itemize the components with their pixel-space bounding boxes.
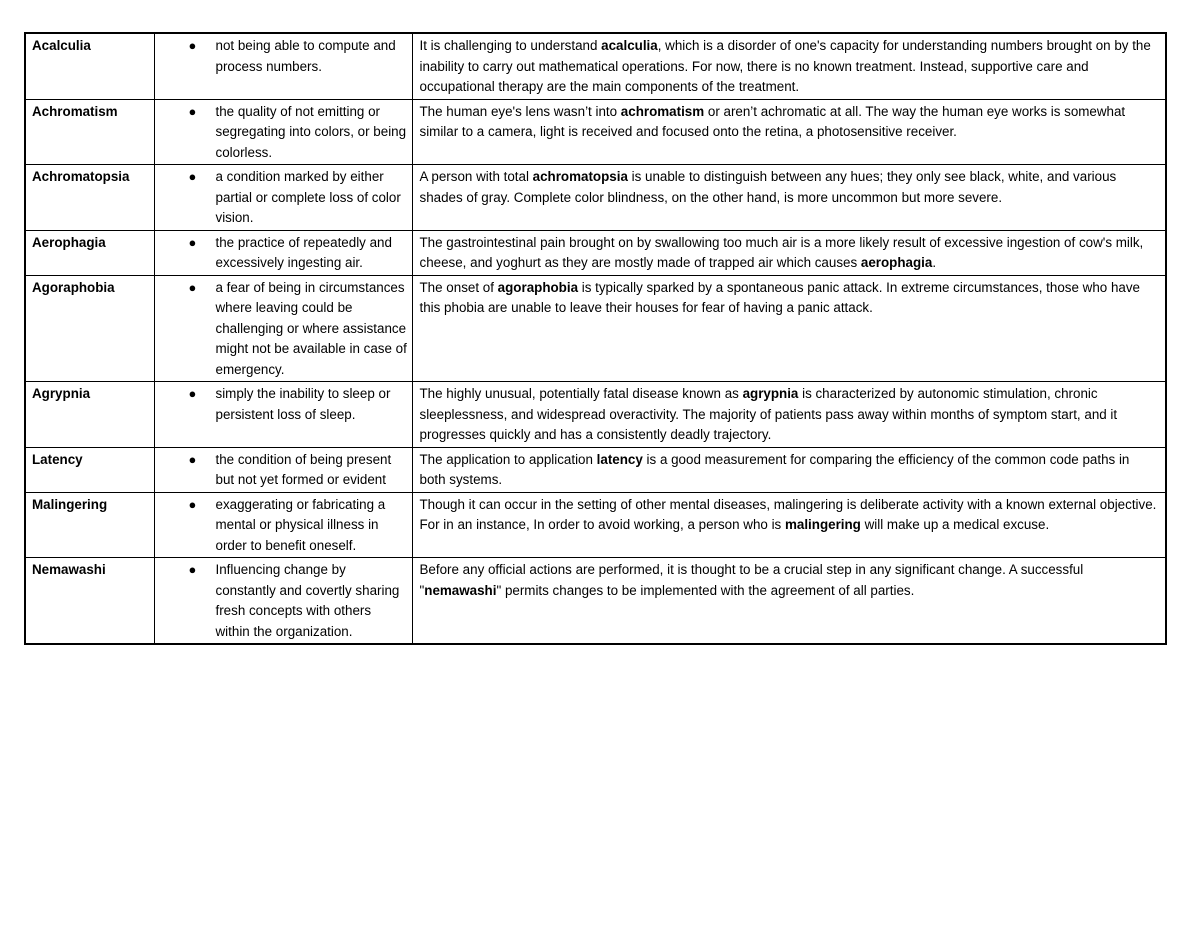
bullet-icon: ● (188, 496, 197, 512)
table-row (25, 382, 1166, 448)
highlighted-term: nemawashi (424, 582, 497, 598)
term-cell: Agrypnia (25, 382, 154, 448)
example-text: is characterized by autonomic stimulation, chronic sleeplessness, and widespread overactivity. The majority of patients pass away within months of symptom start, and it progresses quickly and has a consistently deadly trajectory. (419, 386, 1118, 442)
example-cell (412, 230, 1166, 275)
example-cell (412, 99, 1166, 165)
definition-text: not being able to compute and process numbers. (215, 38, 396, 74)
bullet-icon: ● (188, 103, 197, 119)
example-cell (412, 275, 1166, 382)
definition-cell (154, 230, 412, 275)
definition-cell (154, 33, 412, 99)
example-text: " permits changes to be implemented with the agreement of all parties. (496, 582, 915, 598)
definition-cell (154, 99, 412, 165)
highlighted-term: agrypnia (742, 386, 799, 401)
example-text: is unable to distinguish between any hues; they only see black, white, and various shades of gray. Complete color blindness, on the other hand, is more uncommon but more severe. (419, 169, 1117, 205)
definition-text: the condition of being present but not yet formed or evident (215, 451, 392, 487)
definition-text: a condition marked by either partial or complete loss of color vision. (215, 169, 401, 225)
term-cell: Agoraphobia (25, 275, 154, 382)
example-cell (412, 492, 1166, 558)
definition-cell (154, 165, 412, 231)
table-row (25, 230, 1166, 275)
table-row (25, 165, 1166, 231)
highlighted-term: malingering (784, 517, 861, 532)
table-row (25, 447, 1166, 492)
term-cell: Nemawashi (25, 558, 154, 645)
bullet-icon: ● (188, 562, 197, 577)
definition-text: the practice of repeatedly and excessively ingesting air. (215, 234, 392, 270)
definition-cell (154, 492, 412, 558)
term-cell: Malingering (25, 492, 154, 558)
vocabulary-table (24, 32, 1167, 645)
example-cell (412, 382, 1166, 448)
bullet-icon: ● (188, 451, 197, 467)
vocabulary-table-body (25, 33, 1166, 644)
table-row (25, 33, 1166, 99)
highlighted-term: agoraphobia (497, 279, 579, 295)
example-text: is a good measurement for comparing the efficiency of the common code paths in both systems. (419, 451, 1130, 487)
example-text: is typically sparked by a spontaneous panic attack. In extreme circumstances, those who have this phobia are unable to leave their houses for fear of having a panic attack. (419, 279, 1140, 315)
table-row (25, 558, 1166, 645)
term-cell: Achromatism (25, 99, 154, 165)
definition-text: simply the inability to sleep or persistent loss of sleep. (215, 386, 391, 422)
term-cell: Acalculia (25, 33, 154, 99)
definition-text: Influencing change by constantly and covertly sharing fresh concepts with others within the organization. (215, 562, 400, 639)
definition-cell (154, 447, 412, 492)
example-cell (412, 33, 1166, 99)
highlighted-term: achromatopsia (532, 169, 628, 184)
example-cell (412, 447, 1166, 492)
example-text: , which is a disorder of one's capacity for understanding numbers brought on by the inability to carry out mathematical operations. For now, there is no known treatment. Instead, supportive care and occupational therapy are the main components of the treatment. (419, 38, 1151, 94)
table-row (25, 275, 1166, 382)
example-text: The gastrointestinal pain brought on by swallowing too much air is a more likely result of excessive ingestion of cow's milk, cheese, and yoghurt as they are mostly made of trapped air which causes (419, 234, 1144, 270)
table-row (25, 492, 1166, 558)
highlighted-term: latency (596, 451, 643, 467)
bullet-icon: ● (188, 234, 197, 250)
bullet-icon: ● (188, 279, 197, 295)
example-text: Though it can occur in the setting of other mental diseases, malingering is deliberate activity with a known external objective. For in an instance, In order to avoid working, a person who is (419, 496, 1157, 532)
example-text: The highly unusual, potentially fatal disease known as (419, 386, 743, 401)
bullet-icon: ● (188, 169, 197, 184)
term-cell: Achromatopsia (25, 165, 154, 231)
term-cell: Aerophagia (25, 230, 154, 275)
example-text: A person with total (419, 169, 533, 184)
example-cell (412, 165, 1166, 231)
definition-cell (154, 275, 412, 382)
example-cell (412, 558, 1166, 645)
highlighted-term: acalculia (601, 38, 658, 53)
table-row (25, 99, 1166, 165)
highlighted-term: achromatism (620, 103, 705, 119)
term-cell: Latency (25, 447, 154, 492)
example-text: It is challenging to understand (419, 38, 602, 53)
definition-cell (154, 382, 412, 448)
bullet-icon: ● (188, 38, 197, 53)
bullet-icon: ● (188, 386, 197, 401)
example-text: The human eye's lens wasn’t into (419, 103, 621, 119)
definition-text: a fear of being in circumstances where leaving could be challenging or where assistance might not be available in case of emergency. (215, 279, 407, 377)
highlighted-term: aerophagia (860, 255, 933, 270)
example-text: The onset of (419, 279, 498, 295)
example-text: or aren’t achromatic at all. The way the human eye works is somewhat similar to a camera, light is received and focused onto the retina, a photosensitive receiver. (419, 103, 1126, 139)
example-text: The application to application (419, 451, 597, 467)
definition-text: the quality of not emitting or segregating into colors, or being colorless. (215, 103, 407, 160)
example-text: Before any official actions are performed, it is thought to be a crucial step in any significant change. A successful " (419, 562, 1084, 598)
definition-cell (154, 558, 412, 645)
definition-text: exaggerating or fabricating a mental or physical illness in order to benefit oneself. (215, 496, 386, 553)
example-text: . (932, 255, 937, 270)
example-text: will make up a medical excuse. (860, 517, 1050, 532)
